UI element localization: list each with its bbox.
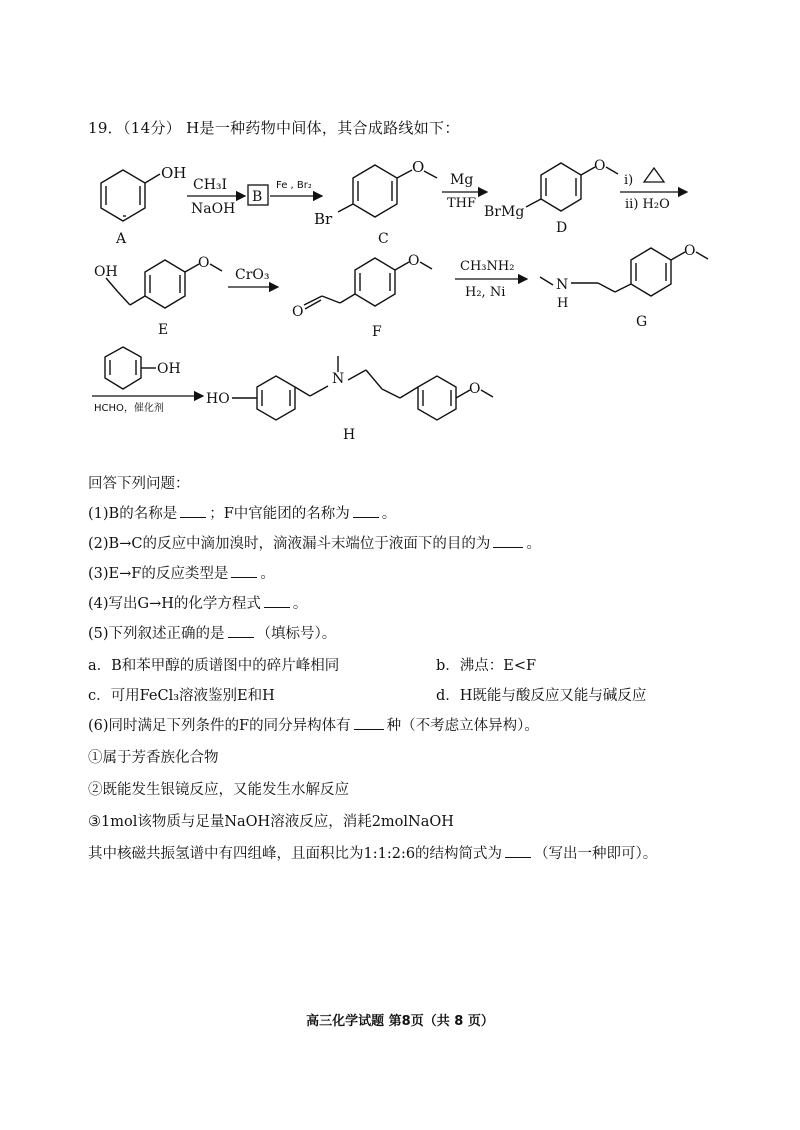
q6-last-blank	[505, 844, 531, 858]
reagent-a-to-b-top: CH₃I	[193, 177, 228, 193]
reagent-g-to-h-bottom: HCHO，催化剂	[94, 403, 164, 414]
compound-h-structure	[232, 356, 493, 420]
q6-last-b: （写出一种即可）。	[534, 846, 658, 862]
q3-blank	[231, 564, 257, 578]
question-5	[88, 622, 336, 643]
q6-blank	[354, 716, 384, 730]
reagent-b-to-c: Fe , Br₂	[276, 180, 312, 191]
phenol-reagent-structure	[105, 347, 156, 389]
compound-h-ho: HO	[206, 391, 230, 407]
q1-blank-2	[353, 504, 379, 518]
q5-option-c: c．可用FeCl₃溶液鉴别E和H	[88, 688, 275, 704]
compound-g-n: N	[556, 277, 569, 293]
compound-f-label: F	[372, 324, 382, 340]
compound-g-o: O	[684, 243, 696, 259]
compound-h-o: O	[469, 381, 481, 397]
q6-condition-2: ②既能发生银镜反应，又能发生水解反应	[88, 782, 349, 798]
q4-text-b: 。	[292, 596, 308, 612]
epoxide-icon	[644, 168, 664, 182]
compound-d-o: O	[594, 158, 606, 174]
q1-blank-1	[180, 504, 206, 518]
q3-text-b: 。	[260, 566, 275, 582]
phenol-reagent-oh: OH	[157, 361, 181, 377]
compound-g-label: G	[636, 314, 648, 330]
q2-text-b: 。	[526, 536, 541, 552]
page-footer: 高三化学试题 第8页（共 8 页）	[306, 1014, 494, 1029]
question-2	[88, 532, 541, 553]
question-3	[88, 562, 275, 583]
q5-blank	[228, 624, 254, 638]
compound-h-label: H	[343, 427, 356, 443]
compound-e-oh: OH	[94, 264, 118, 280]
question-4	[88, 592, 307, 613]
question-6	[88, 714, 539, 735]
synthesis-scheme	[0, 0, 800, 450]
reagent-c-to-d-top: Mg	[450, 172, 474, 188]
q1-text-c: 。	[381, 506, 397, 522]
q4-blank	[264, 594, 290, 608]
compound-e-o: O	[198, 255, 210, 271]
q5-text-a: (5)下列叙述正确的是	[88, 626, 225, 642]
compound-a-structure	[101, 170, 160, 221]
compound-a-oh: OH	[161, 164, 187, 182]
q6-condition-3: ③1mol该物质与足量NaOH溶液反应，消耗2molNaOH	[88, 814, 454, 830]
question-header: 19．（14分） H是一种药物中间体，其合成路线如下：	[88, 119, 460, 137]
compound-h-n: N	[332, 371, 345, 387]
compound-c-br: Br	[314, 210, 333, 228]
reagent-e-to-f-top: CrO₃	[235, 267, 270, 283]
q6-condition-1: ①属于芳香族化合物	[88, 750, 219, 766]
reagent-c-to-d-bottom: THF	[447, 196, 477, 211]
compound-c-label: C	[378, 231, 389, 247]
compound-g-h: H	[557, 296, 569, 311]
compound-e-label: E	[158, 322, 169, 338]
q5-option-a: a．B和苯甲醇的质谱图中的碎片峰相同	[88, 658, 340, 674]
q2-text-a: (2)B→C的反应中滴加溴时，滴液漏斗末端位于液面下的目的为	[88, 536, 491, 552]
q4-text-a: (4)写出G→H的化学方程式	[88, 596, 261, 612]
q6-text-a: (6)同时满足下列条件的F的同分异构体有	[88, 718, 351, 734]
q6-last-a: 其中核磁共振氢谱中有四组峰，且面积比为1:1:2:6的结构简式为	[88, 846, 503, 862]
answer-intro: 回答下列问题：	[88, 476, 190, 492]
reagent-d-to-e-top: i)	[624, 173, 634, 188]
q1-text-a: (1)B的名称是	[88, 506, 178, 522]
reagent-d-to-e-bottom: ii) H₂O	[625, 197, 670, 212]
compound-a-label: A	[116, 231, 127, 247]
reagent-f-to-g-top: CH₃NH₂	[460, 259, 515, 274]
q5-text-b: （填标号）。	[256, 626, 337, 642]
q5-option-d: d．H既能与酸反应又能与碱反应	[436, 688, 647, 704]
compound-d-brmg: BrMg	[484, 204, 525, 220]
compound-f-o: O	[408, 253, 420, 269]
q6-text-b: 种（不考虑立体异构）。	[386, 718, 539, 734]
compound-f-o-ald: O	[292, 304, 304, 320]
q1-text-b: ；F中官能团的名称为	[209, 506, 350, 522]
reagent-a-to-b-bottom: NaOH	[191, 201, 236, 217]
q3-text-a: (3)E→F的反应类型是	[88, 566, 229, 582]
q5-option-b: b．沸点：E<F	[436, 658, 537, 674]
reagent-f-to-g-bottom: H₂, Ni	[465, 285, 506, 300]
compound-b-label: B	[252, 189, 263, 205]
q2-blank	[493, 534, 523, 548]
compound-d-label: D	[556, 220, 568, 236]
question-1	[88, 502, 396, 523]
compound-h-link	[400, 387, 418, 398]
q6-last-line	[88, 842, 657, 863]
compound-c-o: O	[412, 158, 425, 176]
